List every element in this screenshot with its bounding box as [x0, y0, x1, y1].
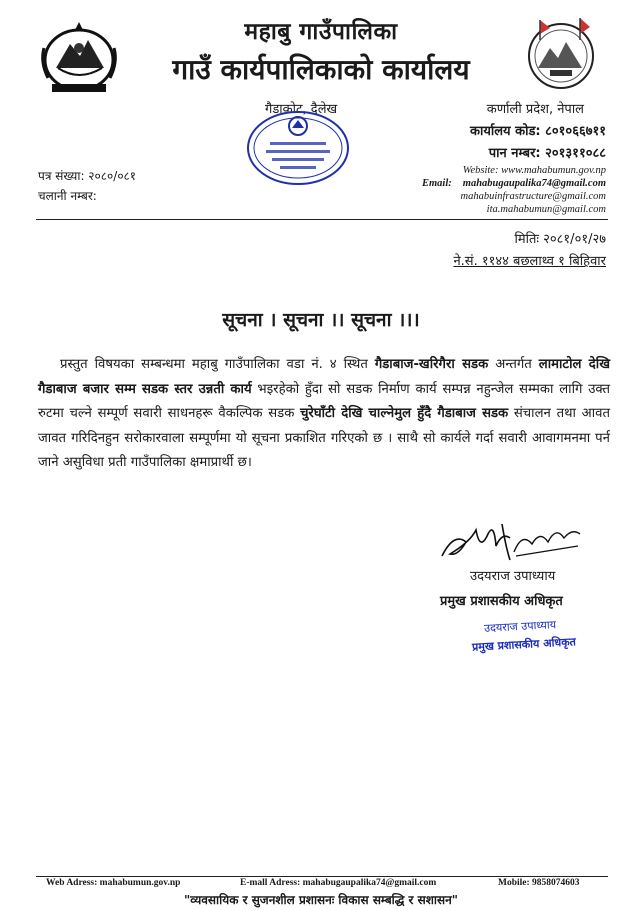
date-bs: मितिः २०८१/०१/२७ — [514, 232, 606, 247]
notice-body — [38, 353, 610, 476]
letter-reference-number: पत्र संख्या: २०८०/०८१ — [38, 169, 137, 183]
body-text-4: संचालन तथा आवत जावत गरिदिनहुन सरोकारवाला सम्पूर्णमा यो सूचना प्रकाशित गरिएको छ । साथै सो कार्यले गर्दा सवारी आवागमनमा पर्न जाने असुविधा प्रती गाउँपालिका क्षमाप्रार्थी छ। — [38, 406, 610, 470]
pan-number: पान नम्बर: २०१३११०८८ — [488, 146, 606, 161]
email-label: Email: — [422, 178, 452, 189]
body-text-3: भइरहेको हुँदा सो सडक निर्माण कार्य सम्पन्न नहुन्जेल सम्मका लागि उक्त रुटमा चल्ने सम्पूर्ण सवारी साधनहरू वैकल्पिक सडक — [38, 381, 611, 421]
office-stamp-seal — [240, 102, 356, 190]
handwritten-signature — [436, 512, 586, 572]
email-address: ita.mahabumun@gmail.com — [486, 204, 606, 215]
municipality-name: महाबु गाउँपालिका — [244, 19, 398, 45]
notice-title: सूचना । सूचना ।। सूचना ।।। — [222, 309, 420, 331]
date-nepal-sambat: ने.सं. ११४४ बछलाथ्व १ बिहिवार — [453, 254, 606, 269]
email-address: mahabuinfrastructure@gmail.com — [460, 191, 606, 202]
body-bold-alternate-road: चुरेघाँटी देखि चाल्नेमुल हुँदै गैडाबाज सडक — [300, 406, 509, 421]
footer-divider — [36, 876, 608, 877]
dispatch-number: चलानी नम्बर: — [38, 189, 97, 203]
office-location: गैडाकोट, दैलेख — [265, 102, 338, 117]
signatory-designation: प्रमुख प्रशासकीय अधिकृत — [440, 594, 563, 609]
header-divider — [36, 219, 608, 220]
stamp-designation: प्रमुख प्रशासकीय अधिकृत — [471, 635, 577, 654]
name-stamp — [470, 615, 590, 663]
footer-mobile: Mobile: 9858074603 — [498, 878, 580, 888]
footer-slogan: "व्यवसायिक र सुजनशील प्रशासनः विकास सम्बद्धि र सशासन" — [183, 893, 459, 907]
signatory-name: उदयराज उपाध्याय — [470, 569, 556, 584]
province-text: कर्णाली प्रदेश, नेपाल — [486, 102, 584, 117]
body-bold-road-name: गैडाबाज-खरिगैरा सडक — [374, 357, 489, 372]
footer-email: E-mall Adress: mahabugaupalika74@gmail.com — [240, 878, 437, 888]
body-text-1: प्रस्तुत विषयका सम्बन्धमा महाबु गाउँपालिका वडा नं. ४ स्थित — [60, 357, 375, 372]
stamp-name: उदयराज उपाध्याय — [483, 618, 557, 635]
office-code: कार्यालय कोड: ८०१०६६७११ — [469, 124, 606, 139]
email-address: mahabugaupalika74@gmail.com — [462, 178, 606, 189]
body-text-2: अन्तर्गत — [488, 357, 539, 372]
body-bold-work-section: लामाटोल देखि गैडाबाज बजार सम्म सडक स्तर उन्नती कार्य — [38, 357, 610, 397]
office-name: गाउँ कार्यपालिकाको कार्यालय — [172, 53, 470, 86]
footer-web: Web Adress: mahabumun.gov.np — [46, 878, 181, 888]
website-text: Website: www.mahabumun.gov.np — [462, 165, 606, 176]
